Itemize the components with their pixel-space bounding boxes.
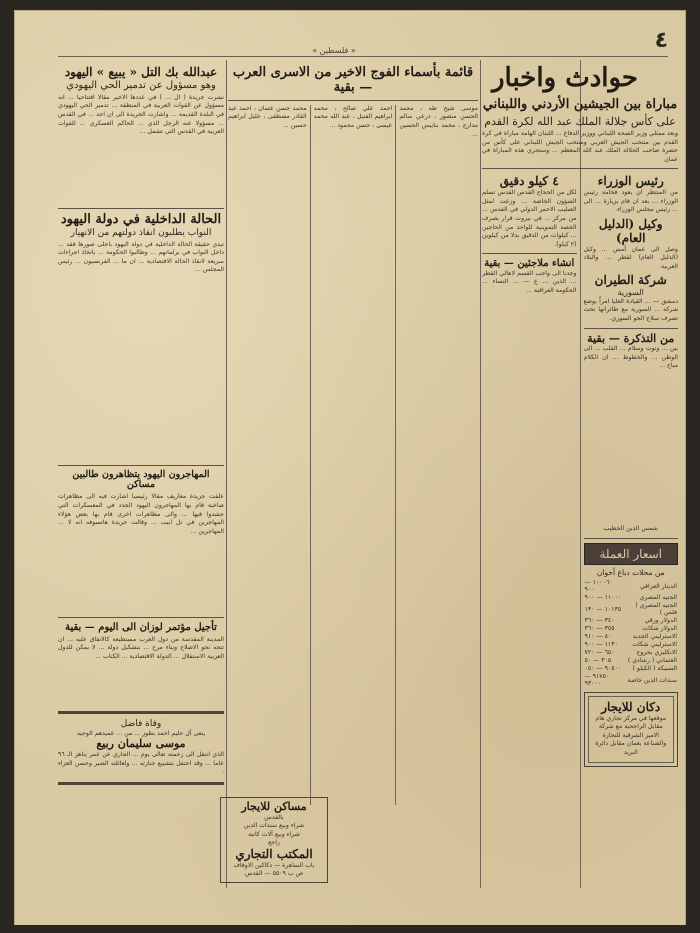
currency-banner: اسعار العملة — [584, 543, 679, 565]
folio-rule — [58, 56, 668, 57]
story-subhead: على كأس جلالة الملك عبد الله لكرة القدم — [484, 114, 676, 128]
ad-address: باب الساهرة — دكاكين الاوقاف — [233, 861, 315, 869]
column-news — [482, 60, 678, 886]
story-headline: تأجيل مؤتمر لوزان الى اليوم — بقية — [65, 622, 217, 634]
story-body: نشرت جريدة ( ال ... ) في عددها الاخير مقالا افتتاحيا ... انه مسؤول عن القوات العربية في المنطقة ... تدمير الحي اليهودي في البلدة القديمة ... واشارت الجريدة الى ان احد ... في القدس ... مسؤولا عنه الرجل الذي ... الحاكم العسكري ... للقوات العربية في القدس التي تشمل ... — [58, 93, 224, 136]
rate-row: الدينار العراقي ١٠٠٠٦٠ — ٩٠٠ — [584, 579, 677, 594]
column-divider — [580, 173, 581, 789]
list-text: احمد علي صالح ، محمد ابراهيم الفتيل ، عبد الله محمد عيسى ، حسن محمود ... — [313, 104, 393, 130]
rate-row: الجنيه المصري ( فلس ) ١٠١٣٥ — ١٣٠ — [584, 602, 677, 617]
obituary-label: وفاة فاضل — [120, 718, 162, 729]
rate-row: الانكليزي بحروح ٦٥٠ — ٧٢٠ — [584, 649, 677, 657]
column-left-stories — [58, 60, 224, 886]
story-headline: وكيل (الدليل العام) — [598, 216, 663, 245]
shop-rent-ad — [584, 692, 679, 767]
rate-row: الدولار شكات ٣٥٥ — ٣٦٠ — [584, 625, 677, 633]
housing-rent-ad — [220, 797, 328, 883]
story-headline: ٤ كيلو دقيق — [499, 174, 559, 189]
list-text: محمد حسن عثمان ، احمد عبد القادر مصطفى ، خليل ابراهيم حسين ... — [227, 104, 307, 130]
subcolumn-right — [584, 173, 679, 789]
story-body: بين ... وتوت وسلام ... القلب ... الى الوطن ... والخطوط ... ان الكلام مباح ... — [583, 345, 678, 370]
obituary-body: الذي انتقل الى رحمته تعالى يوم ... الجاري عن عمر يناهز الـ ٩٦ عاما ... وقد احتفل بتشييع جنازته ... ولعائلته الصبر وحسن العزاء . — [58, 750, 224, 776]
divider — [58, 711, 224, 714]
column-divider — [395, 105, 396, 805]
rate-row: العثماني ( رشادي ) ٣٠٥ — ٥٠ — [584, 657, 677, 665]
ad-contact-label: راجع — [268, 839, 280, 847]
subcolumn-left — [482, 173, 577, 789]
obituary-name: موسى سليمان ربيع — [96, 737, 186, 751]
ad-company: المكتب التجاري — [235, 846, 313, 861]
ad-pobox: ص ب ٥٥٠٩ — القدس — [244, 870, 304, 878]
list-text: موسى شيخ طه ، محمد الحسن منصور ، درعي سالم مدارج ، محمد بنابيس الحسين ... — [399, 104, 478, 138]
story-body: وجدنا الى واجب القسم لاهالي القطر ... الذين ... ع — ... النساء ... الحكومة العراقية ... — [482, 269, 577, 295]
divider — [482, 253, 577, 254]
story-headline: مباراة بين الجيشين الأردني واللبناني — [482, 96, 678, 112]
masthead-center: « فلسطين » — [312, 46, 356, 55]
rate-row: الاسترليني الجديد ٨٠ — ٩١٠ — [584, 633, 677, 641]
column-divider — [310, 105, 311, 805]
divider — [58, 465, 224, 466]
story-byline: شمس الدين الخطيب — [603, 525, 658, 533]
story-subhead: النواب يطلبون انقاذ دولتهم من الانهيار — [70, 227, 212, 238]
story-headline: قائمة بأسماء الفوج الاخير من الاسرى العرب — بقية — [232, 65, 474, 95]
ad-title: دكان للايجار — [601, 699, 661, 714]
rate-row: السبيكة ( الكيلو ) ٩٠٥٠٠ — ٠٥٠ — [584, 665, 677, 673]
story-headline: عبدالله بك التل « يبيع » اليهود — [64, 65, 218, 79]
story-headline: رئيس الوزراء — [597, 174, 664, 189]
story-body: تبدي حقيقة الحالة الداخلية في دولة اليهود باجلى صورها فقد ... داخل النواب في برلمانهم ... وطالبوا الحكومة ... باتخاذ اجراءات سريعة لانقاذ الحالة الاقتصادية ... ان ما ... الفرنسيون ... رئيس المجلس ... — [58, 240, 224, 274]
column-prisoners-list — [228, 60, 478, 886]
names-list — [228, 105, 478, 805]
section-title: حوادث واخبار — [491, 63, 638, 93]
story-headline: الحالة الداخلية في دولة اليهود — [60, 211, 222, 227]
divider — [584, 328, 679, 329]
page-edge — [14, 925, 686, 928]
story-body: وصل الى عمان أمس ... وكيل (الدليل العام) لقطر ... والبلاد العربية. — [583, 245, 678, 270]
two-column-block — [482, 173, 678, 789]
story-headline: شركة الطيران — [594, 273, 667, 288]
ad-title: مساكن للايجار — [241, 799, 307, 813]
divider — [482, 168, 678, 169]
story-headline: انشاء ملاجئين — بقية — [484, 258, 575, 270]
story-body: دمشق — ... القيادة العليا امراً بوضع شركة ... السورية مع طائراتها تحت تصرف سلاح الجو السوري. — [583, 297, 678, 322]
ad-line: شراء وبيع سندات الدين — [243, 822, 305, 830]
story-headline: من التذكرة — بقية — [587, 331, 675, 345]
story-body: المدينة المقدسة من دول العرب مستطيعة كالاتفاق عليه ... ان تتجه نحو الاصلاح وبناء مرح ... بتشكيل دولة ... لا يمكن للدول العربية الاستقلال ... الدولة الاقتصادية ... الكتاب ... — [58, 635, 224, 661]
column-divider — [480, 60, 481, 888]
rate-row: الاسترليني شكات ١١٣٠ — ٩٠٠ — [584, 641, 677, 649]
divider — [584, 538, 679, 539]
currency-rates-table — [584, 579, 679, 688]
story-body: لكل من الحجاج القدس القدس تسلم الشؤون الخاصة ... وزعت لمثل الصليب الاحمر الدولي في القدس ... من مركز ... في بيروت قرار بصرف الحصة التموينية للواحد من الحاجين ... كيلوات من الدقيق بدلا من كيلوين (٢ كيلو). — [482, 189, 577, 248]
column-divider — [226, 60, 227, 888]
rate-row: الدولار ورقي ٣٤٠ — ٣٦٠ — [584, 617, 677, 625]
divider — [58, 617, 224, 618]
obituary-intro: ينعى آل حليم احمد بطوز ... من ... عميدهم الوجيه — [76, 729, 206, 737]
story-body: وبعد ممثلي وزير الصحة اللبناني ووزير الدفاع ... اللبنان الهامة مباراة في كرة القدم بين منتخب الجيش العربي ومنتخب الجيش اللبناني على كأس من حضرة صاحب الجلالة الملك عبد الله المعظم ... وستجري هذه المباراة في عمان — [482, 130, 678, 163]
rates-title: من محلات دباغ أخوان — [596, 567, 665, 577]
story-body: من المنتظر ان يعود فخامة رئيس الوزراء ... بعد ان قام بزيارة ... الى ... رئيس مجلس الوزراء. — [583, 189, 678, 214]
rate-row: الجنيه المصري ١١٠٠٠ — ٩٠٠ — [584, 594, 677, 602]
ad-line: شراء وبيع آلات كاتبة — [248, 830, 300, 838]
newspaper-page — [14, 10, 686, 928]
page-number: ٤ — [654, 28, 668, 53]
divider — [228, 100, 478, 101]
story-subhead: السورية — [617, 288, 644, 298]
divider — [58, 782, 224, 785]
rate-row: سندات الدين خاصة ٩١٧٥٠ — ٩٣٠٠٠ — [584, 673, 677, 688]
story-subhead: وهو مسؤول عن تدمير الحي اليهودي — [66, 79, 216, 91]
ad-location: بالقدس — [264, 813, 284, 821]
story-headline: المهاجرون اليهود يتظاهرون طالبين مساكن — [72, 468, 210, 491]
story-body: علقت جريدة معاريف مقالا رئيسيا اشارت فيه الى مظاهرات صاخبة قام بها المهاجرون اليهود الجدد في المعسكرات التي حشدوا فيها ... والى مظاهرات اخرى قام بها بعض هؤلاء المهاجرين في تل ابيب ... وقالت جريدة هاتسوفه انه لا ... المهاجرين ... — [58, 493, 224, 535]
ad-body: موقعها في مركز تجاري هام مقابل الراجحية مع شركة الامير الشرقية للتجارة والصناعة بعمان مقابل دائرة البريد — [595, 714, 667, 756]
divider — [58, 208, 224, 209]
